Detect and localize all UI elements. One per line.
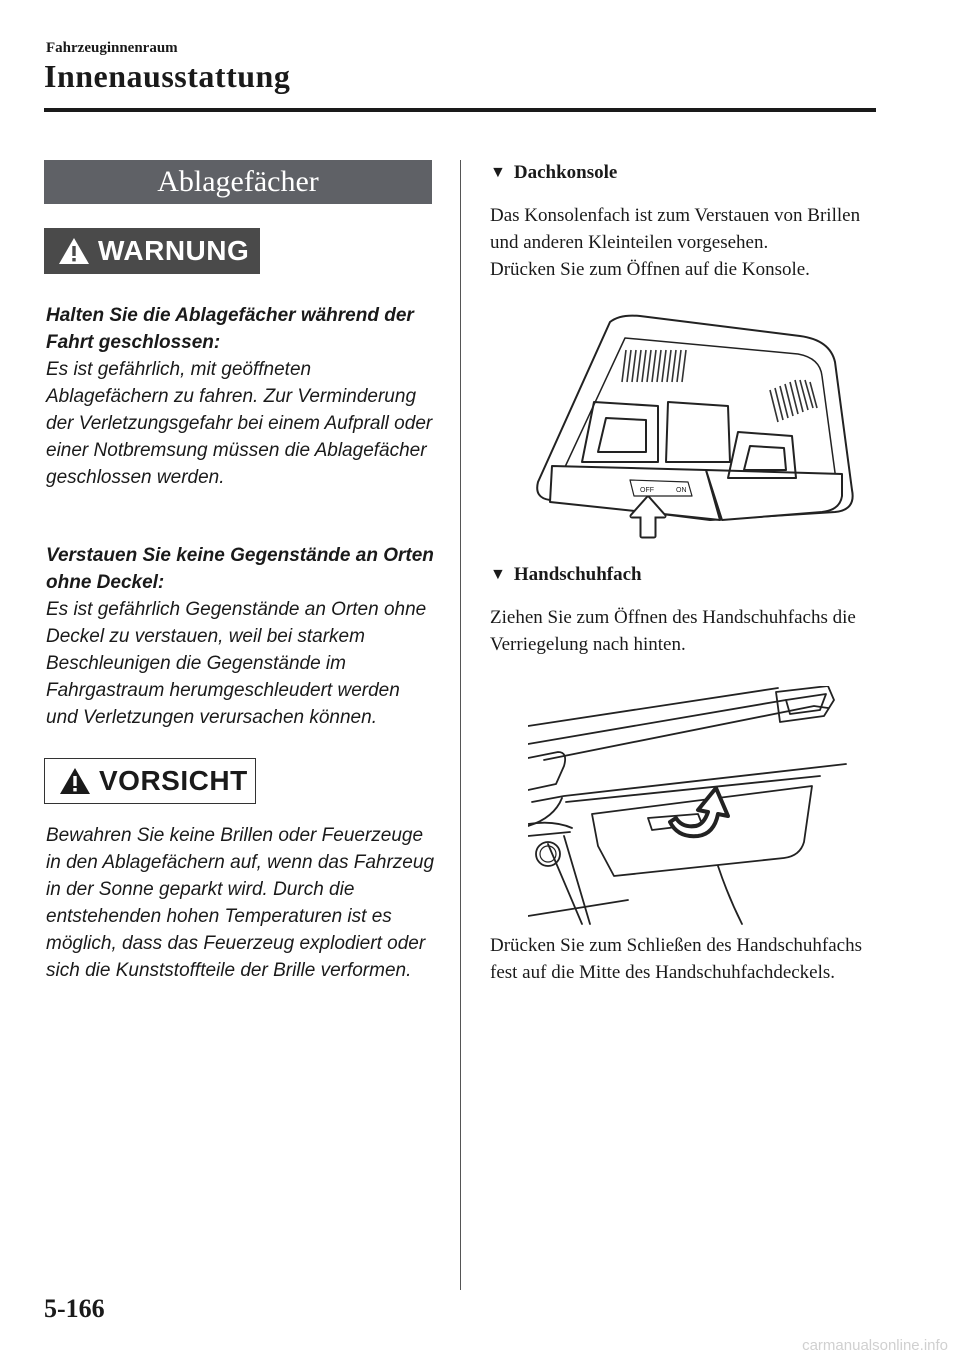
overhead-console-text-1: Das Konsolenfach ist zum Verstauen von Brillen und anderen Kleinteilen vorgesehen. — [490, 205, 861, 253]
warning-note-1-text: Es ist gefährlich, mit geöffneten Ablagefächern zu fahren. Zur Verminderung der Verletzungsgefahr bei einem Aufprall oder einer Notbremsung müssen die Ablagefächer geschlossen werden. — [46, 359, 433, 488]
triangle-down-icon: ▼ — [490, 164, 506, 181]
warning-note-2 — [46, 542, 436, 731]
section-banner: Ablagefächer — [44, 160, 432, 204]
warning-note-2-lead: Verstauen Sie keine Gegenstände an Orten ohne Deckel: — [46, 545, 434, 593]
curved-arrow-icon — [670, 788, 728, 836]
heading-rule — [44, 108, 876, 112]
caution-text: Bewahren Sie keine Brillen oder Feuerzeuge in den Ablagefächern auf, wenn das Fahrzeug in der Sonne geparkt wird. Durch die entstehenden hohen Temperaturen ist es möglich, dass das Feuerzeug explodiert oder sich die Kunststoffteile der Brille verformen. — [46, 825, 435, 981]
warning-icon — [58, 236, 90, 266]
overhead-console-title: Dachkonsole — [513, 162, 618, 183]
triangle-down-icon: ▼ — [490, 566, 506, 583]
warning-note-1 — [46, 302, 436, 491]
page-title: Innenausstattung — [44, 58, 291, 94]
glovebox-title: Handschuhfach — [513, 564, 642, 585]
warning-label: WARNUNG — [98, 235, 250, 266]
caution-note — [46, 822, 436, 984]
breadcrumb: Fahrzeuginnenraum — [46, 40, 178, 56]
glovebox-illustration — [528, 686, 864, 926]
caution-label: VORSICHT — [99, 765, 248, 796]
glovebox-text-2: Drücken Sie zum Schließen des Handschuhfachs fest auf die Mitte des Handschuhfachdeckels. — [490, 935, 862, 983]
glovebox-heading — [490, 564, 642, 586]
column-divider — [460, 160, 461, 1290]
switch-on-label: ON — [676, 487, 687, 494]
page-number: 5-166 — [44, 1294, 105, 1323]
watermark: carmanualsonline.info — [802, 1337, 948, 1354]
glovebox-text-1: Ziehen Sie zum Öffnen des Handschuhfachs die Verriegelung nach hinten. — [490, 607, 856, 655]
overhead-console-heading — [490, 162, 617, 184]
warning-note-2-text: Es ist gefährlich Gegenstände an Orten ohne Deckel zu verstauen, weil bei starkem Beschleunigen die Gegenstände im Fahrgastraum herumgeschleudert werden und Verletzungen verursachen können. — [46, 599, 427, 728]
overhead-console-text — [490, 202, 880, 283]
switch-off-label: OFF — [640, 487, 654, 494]
warning-note-1-lead: Halten Sie die Ablagefächer während der Fahrt geschlossen: — [46, 305, 414, 353]
overhead-console-text-2: Drücken Sie zum Öffnen auf die Konsole. — [490, 259, 810, 280]
caution-badge — [44, 758, 256, 804]
overhead-console-illustration — [530, 310, 870, 550]
warning-badge — [44, 228, 260, 274]
caution-icon — [59, 766, 91, 796]
